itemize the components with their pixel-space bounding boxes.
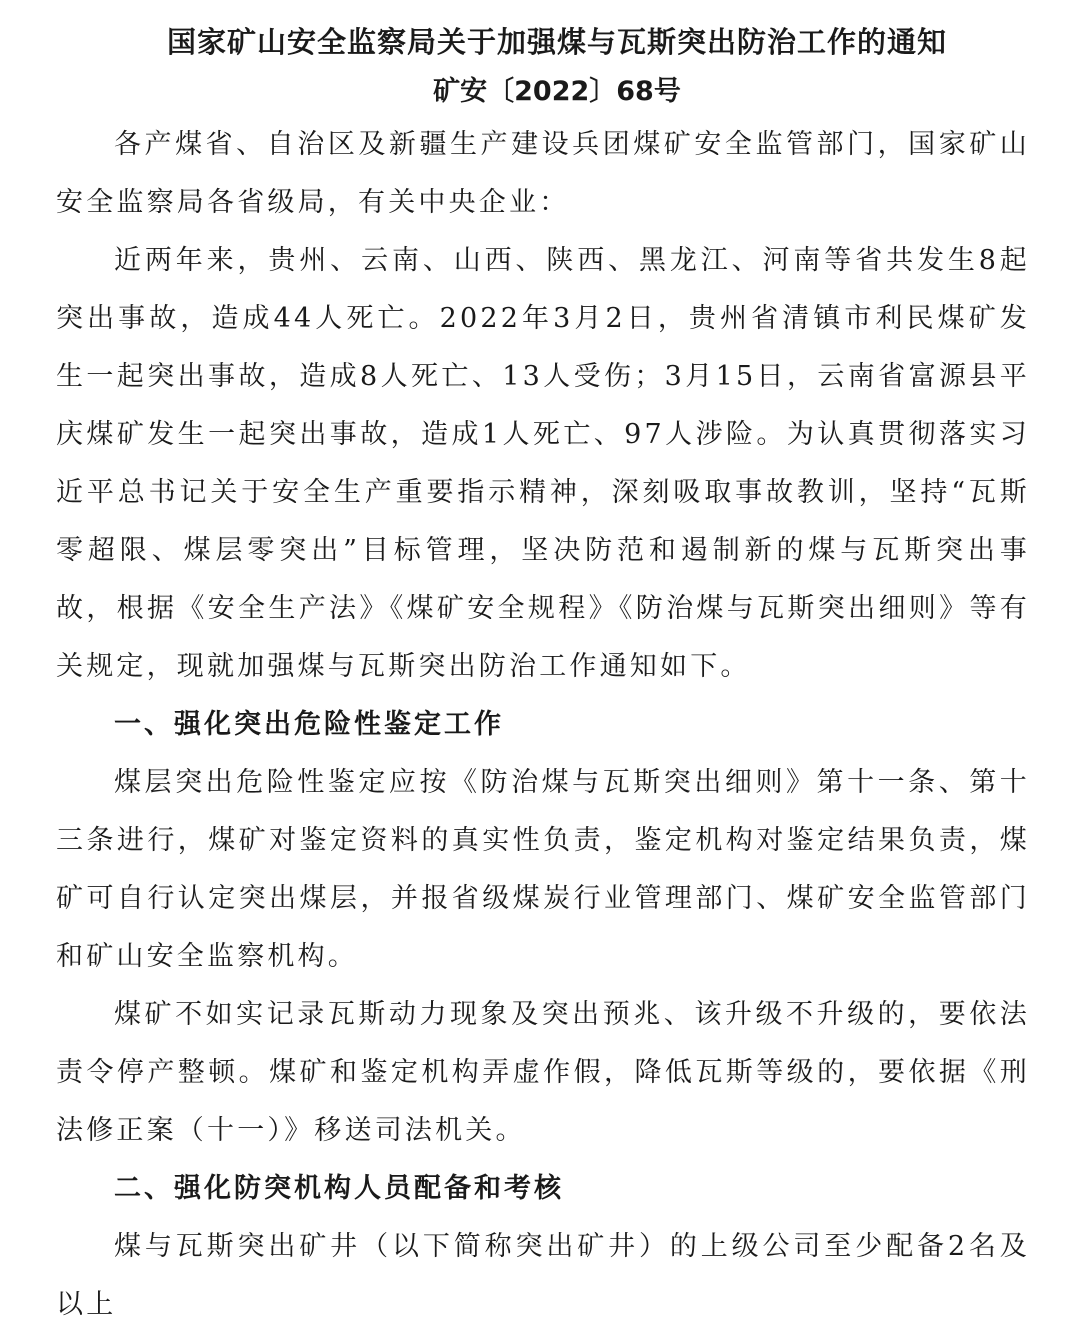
document-title: 国家矿山安全监察局关于加强煤与瓦斯突出防治工作的通知: [166, 25, 947, 59]
section-2-paragraph-1: 煤与瓦斯突出矿井（以下简称突出矿井）的上级公司至少配备2名及以上: [56, 1231, 1030, 1320]
section-1-heading: 一、强化突出危险性鉴定工作: [114, 709, 504, 740]
addressee-paragraph: 各产煤省、自治区及新疆生产建设兵团煤矿安全监管部门，国家矿山安全监察局各省级局，有关中央企业：: [56, 129, 1030, 218]
section-1-paragraph-1: 煤层突出危险性鉴定应按《防治煤与瓦斯突出细则》第十一条、第十三条进行，煤矿对鉴定资料的真实性负责，鉴定机构对鉴定结果负责，煤矿可自行认定突出煤层，并报省级煤炭行业管理部门、煤矿安全监管部门和矿山安全监察机构。: [56, 767, 1030, 972]
section-2-heading: 二、强化防突机构人员配备和考核: [114, 1173, 564, 1204]
section-1-paragraph-2: 煤矿不如实记录瓦斯动力现象及突出预兆、该升级不升级的，要依法责令停产整顿。煤矿和鉴定机构弄虚作假，降低瓦斯等级的，要依据《刑法修正案（十一）》移送司法机关。: [56, 999, 1030, 1146]
intro-paragraph: 近两年来，贵州、云南、山西、陕西、黑龙江、河南等省共发生8起突出事故，造成44人死亡。2022年3月2日，贵州省清镇市利民煤矿发生一起突出事故，造成8人死亡、13人受伤；3月15日，云南省富源县平庆煤矿发生一起突出事故，造成1人死亡、97人涉险。为认真贯彻落实习近平总书记关于安全生产重要指示精神，深刻吸取事故教训，坚持“瓦斯零超限、煤层零突出”目标管理，坚决防范和遏制新的煤与瓦斯突出事故，根据《安全生产法》《煤矿安全规程》《防治煤与瓦斯突出细则》等有关规定，现就加强煤与瓦斯突出防治工作通知如下。: [56, 245, 1030, 682]
document-number: 矿安〔2022〕68号: [433, 76, 681, 107]
